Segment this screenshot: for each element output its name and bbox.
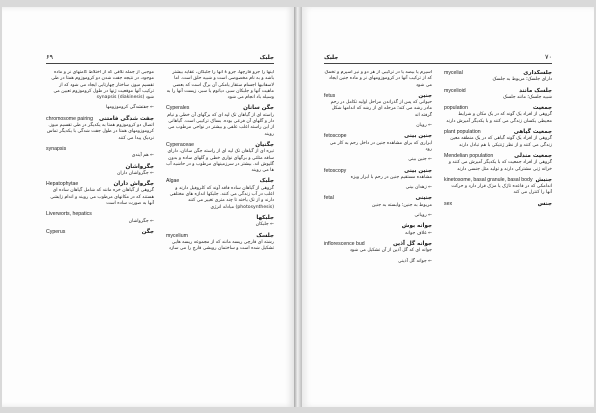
dictionary-entry [324,168,432,182]
english-term: Liverworts, hepatics [46,211,92,218]
persian-term: جنین بینی [404,133,432,140]
left-page-left-column [46,70,154,370]
english-term: kinetosome, basal granule, basal body [444,176,533,183]
left-page [2,7,294,407]
english-term: Cyperaceae [166,141,194,148]
english-term: synapsis [46,145,67,152]
english-term: Mendelian population [444,152,494,159]
english-term: Cyperales [166,105,190,112]
dictionary-entry [166,105,274,137]
english-term: Cyperus [46,228,66,235]
dictionary-entry [444,177,552,197]
entry-headline [324,133,432,139]
definition-text: تیره ای از گیاهان تک لپه ای از راسته جگن سانان، دارای ساقه مثلثی و برگهای نواری خطی و گلهای ساده و بدون گلپوش اند. بیشتر در سرزمینهای مرطوب و در حاشیه آب ها می رویند [166,149,274,174]
persian-term: جنینی [415,195,432,202]
entry-headline [444,88,552,94]
english-term: Algae [166,178,180,185]
persian-term: جنس [537,200,552,207]
dictionary-entry [444,88,552,102]
persian-term: جلسکداری [523,70,552,76]
dictionary-entry [324,259,432,265]
definition-text: اتصال دو کروموزوم همتا به یکدیگر در طی تقسیم میوز. کروموزومهای همتا در طول جفت شدگی با یکدیگر تماس نزدیک پیدا می کنند [46,123,154,141]
dictionary-entry [46,105,154,111]
dictionary-entry [324,93,432,119]
right-page [302,7,594,407]
english-term: population [444,105,468,112]
dictionary-entry [166,178,274,210]
definition-text: مربوط به جنین؛ وابسته به جنین [371,202,432,208]
cross-reference: ← جگرواشان [128,218,154,224]
english-term: mycelioid [444,87,466,94]
definition-text: شبیه جلسک؛ مانند جلسک [502,94,552,100]
entry-headline [444,129,552,135]
dictionary-entry [444,153,552,173]
dictionary-entry [444,129,552,149]
persian-term: جفت شدگی فامتنی [99,115,154,122]
right-page-right-column [444,70,552,370]
dictionary-entry [46,146,154,160]
dictionary-entry [324,241,432,255]
cross-reference: ← جنین بینی [408,157,432,163]
cross-reference: ← جگرواشان داران [117,170,154,176]
cross-reference: ← جوانه گل آذینی [398,258,432,264]
cross-reference: ← غلاف جوانه [405,230,432,236]
entry-headline [444,177,552,183]
persian-term: جنین [418,92,432,99]
english-term: plant population [444,129,481,136]
dictionary-entry [166,142,274,174]
right-page-left-column [324,70,432,370]
english-term: mycelium [166,232,188,239]
dictionary-entry [444,201,552,207]
english-term: fetoscopy [324,167,347,174]
definition-text: رشته ای قارچی ریسه مانند که از مجموعه ریسه هایی تشکیل شده است و ساختمان رویشی قارچ را می سازد [168,239,274,252]
dictionary-entry [46,181,154,207]
definition-text: راسته ای از گیاهان تک لپه ای که برگهای آن خطی و نیام دار و گلهای آن فرعی بوده. بساک ترکیبی است. گیاهانی از این راسته اغلب علفی و بیشتر در نواحی مرطوب می رویند [167,112,274,137]
persian-term: جوانه گل آذین [392,240,432,247]
cross-reference: ← زهدان بینی [405,185,432,191]
definition-text: اینها را جزو قارچها، جزو ۀ آنها را جلبکان، عقاید بیشتر باشد و به نام مخصوصی است و شبیه حلق است. اما لاسفانیها اجسام ستقار یامکی آن برگ است که بعضی ماهیت آنها و جلبکان سبز، دیاتوم یا سبز، زیست آنها را به وسیله باد انجام می شود [166,70,274,101]
entry-headline [166,178,274,184]
page-number: ۶۹ [46,53,53,61]
dictionary-entry [46,116,154,142]
persian-term: جمعیت مندلی [514,152,552,159]
dictionary-entry [46,229,154,235]
book-gutter [294,7,302,407]
entry-headline [444,105,552,111]
persian-term: جلسک مانند [519,87,552,94]
guide-word: جلبک [324,55,339,61]
persian-term: جمعیت گیاهی [513,129,552,136]
dictionary-entry [324,70,432,89]
definition-text: دارای جلسک؛ مربوط به جلسک [492,77,552,83]
entry-headline [46,146,154,152]
definition-text: مشاهده مستقیم جنین در رحم با ابزار ویژه [350,174,432,180]
persian-term: جلسک [256,232,274,239]
entry-headline [324,223,432,229]
definition-text: گروهی از گیاهان ساده فاقد آوند که کلروفیل دارند و اغلب در آب زندگی می کنند. جلبکها اندازه های مختلفی دارند و از تک یاخته تا چند متری تغییر می کنند (photosynthesis) مبادله انرژی [169,185,274,210]
cross-reference: ← جلبکان [255,222,274,228]
right-page-header [324,49,552,61]
dictionary-entry [324,213,432,219]
entry-headline [166,142,274,148]
persian-term: جگنیان [255,141,274,148]
header-rule [324,63,552,64]
english-term: sex [444,200,453,207]
cross-reference: ← جفتشدگی کروموزومها [105,105,154,111]
definition-text: گروهی از گیاهان خزه مانند که شامل گیاهان ساده ای هستند که در مکانهای مرطوب می رویند و اندام زایشی آنها به صورت ساده است [50,188,154,207]
definition-text: گروهی از افراد جمعیت که با یکدیگر آمیزش می کنند و خزانه ژنی مشترکی دارند و تولید مثل جنسی دارند [448,160,552,172]
header-rule [46,63,274,64]
left-page-header [46,49,274,61]
entry-headline [444,153,552,159]
guide-word: جلبک [259,55,274,61]
english-term: chromosome pairing [46,115,93,122]
dictionary-entry [324,195,432,209]
definition-text: موجبی از جمله تلاقی که از اختلاط گامتهای نر و ماده موجود، در نتیجه جفت شدن دو کروموزوم همتا در طی تقسیم میوز، ساختار چهارتایی ایجاد می شود که از ترکیب آنها موقعیت ژنها در طول کروموزوم تعیین می شود (diakinesis) synapsis [51,70,154,101]
dictionary-entry [324,123,432,129]
entry-headline [324,93,432,99]
dictionary-entry [166,215,274,229]
entry-headline [46,116,154,122]
persian-term: جنبش [535,176,552,183]
definition-text: حیوانی که پس از گذراندن مراحل اولیه تکامل در رحم مادر رشد می کند؛ مرحله ای از رشد که اندامها شکل گرفته اند [330,100,432,118]
dictionary-entry [324,223,432,237]
persian-term: جوانه بوش [401,223,432,230]
dictionary-entry [166,70,274,101]
persian-term: جگرواشان [125,163,154,170]
entry-headline [324,241,432,247]
persian-term: جمعیت [532,105,552,112]
entry-headline [324,168,432,174]
dictionary-entry [324,185,432,191]
english-term: inflorescence bud [324,240,365,247]
entry-headline [166,215,274,221]
persian-term: جگرواش داران [113,181,154,188]
entry-headline [324,195,432,201]
dictionary-entry [324,133,432,153]
dictionary-entry [324,157,432,163]
persian-term: جلبکها [256,214,274,221]
english-term: fetoscope [324,133,347,140]
persian-term: جگن سانان [243,105,274,112]
dictionary-entry [166,233,274,253]
definition-text: اسپرم یا بیضه یا در ترکیبی از هر دو و نیز اسپرم و تخمک که از ترکیب آنها در کروموزومهای نر و ماده جنین ایجاد می شود [324,70,432,88]
entry-headline [46,229,154,235]
english-term: fetus [324,92,336,99]
definition-text: اندامکی که در قاعده تاژک یا مژک قرار دارد و حرکت آنها را کنترل می کند [451,184,552,196]
dictionary-entry [444,70,552,84]
english-term: Hepatophytae [46,181,79,188]
dictionary-entry [46,70,154,101]
entry-headline [166,233,274,239]
definition-text: ابزاری که برای مشاهده جنین در داخل رحم به کار می رود [329,140,432,152]
persian-term: جگن [141,228,154,235]
cross-reference: ← رویانی [414,213,432,219]
dictionary-entry [46,164,154,178]
entry-headline [444,70,552,76]
dictionary-entry [444,105,552,125]
cross-reference: ← رویان [416,123,432,129]
definition-text: جوانه ای که گل آذین از آن تشکیل می شود [349,248,432,254]
entry-headline [46,181,154,187]
entry-headline [444,201,552,207]
persian-term: جلبک [259,178,274,185]
dictionary-entry [46,211,154,225]
definition-text: گروهی از افراد یک گونه گیاهی که در یک منطقه معین زندگی می کنند و از نظر ژنتیکی با هم تبادل دارند [450,136,552,148]
entry-headline [46,211,154,217]
persian-term: جنین بینی [404,167,432,174]
english-term: mycelial [444,70,463,76]
cross-reference: ← هم آیندی [131,153,154,159]
page-number: ۷۰ [545,53,552,61]
left-page-right-column [166,70,274,370]
definition-text: گروهی از افراد یک گونه که در یک مکان و شرایط محیطی یکسان زندگی می کنند و با یکدیگر آمیزش دارند [446,112,552,124]
entry-headline [166,105,274,111]
english-term: fetal [324,195,334,202]
entry-headline [46,164,154,170]
